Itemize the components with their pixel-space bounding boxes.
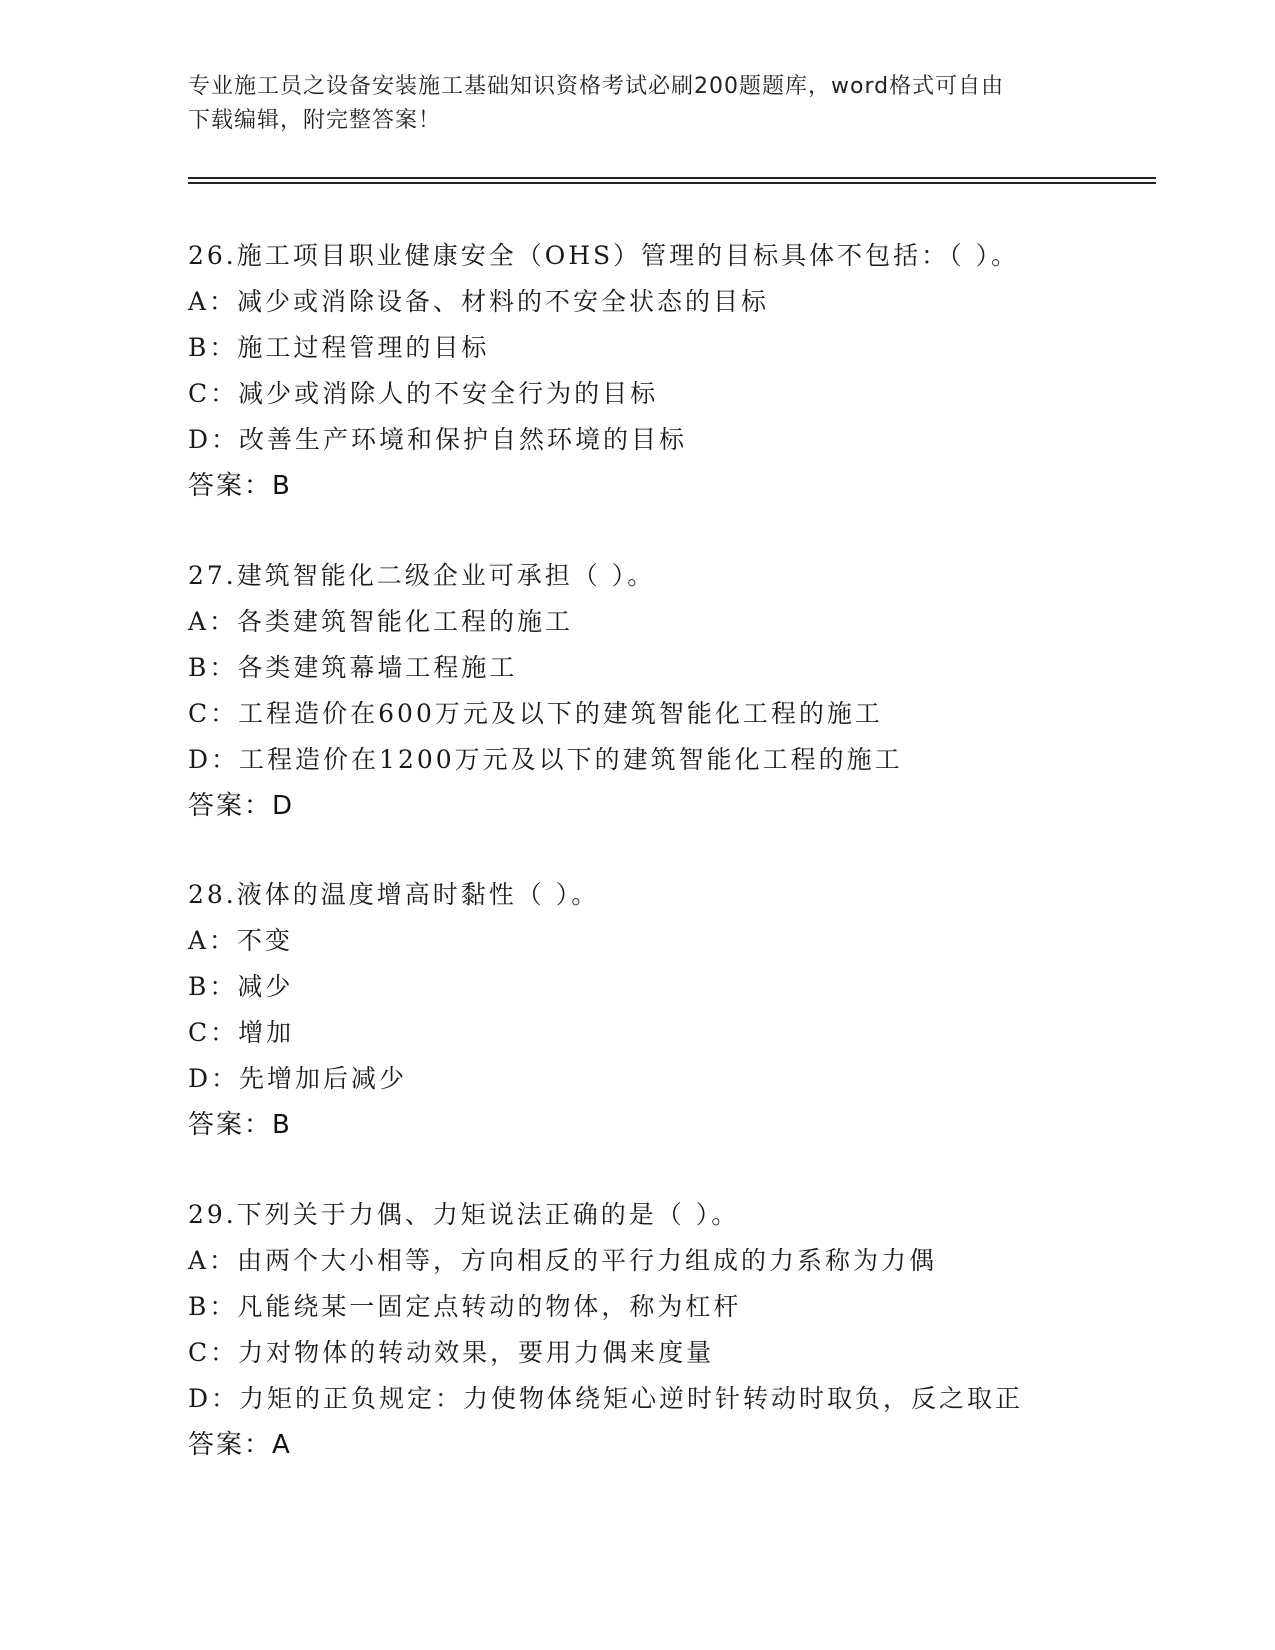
option-a: A：由两个大小相等，方向相反的平行力组成的力系称为力偶 [188, 1246, 938, 1275]
option-d: D：力矩的正负规定：力使物体绕矩心逆时针转动时取负，反之取正 [188, 1384, 1024, 1413]
answer-line: 答案：B [188, 1110, 292, 1140]
option-b: B：各类建筑幕墙工程施工 [188, 653, 518, 682]
question-stem: 29.下列关于力偶、力矩说法正确的是（ ）。 [188, 1200, 740, 1229]
question-stem: 27.建筑智能化二级企业可承担（ ）。 [188, 561, 656, 590]
option-c: C：增加 [188, 1018, 295, 1047]
question-stem: 26.施工项目职业健康安全（OHS）管理的目标具体不包括：（ ）。 [188, 241, 1020, 270]
option-b: B：施工过程管理的目标 [188, 333, 490, 362]
header-line-1: 专业施工员之设备安装施工基础知识资格考试必刷200题题库，word格式可自由 [188, 74, 1005, 99]
question-26 [188, 233, 1168, 509]
option-d: D：改善生产环境和保护自然环境的目标 [188, 425, 688, 454]
question-27 [188, 553, 1168, 829]
option-b: B：减少 [188, 972, 294, 1001]
option-a: A：不变 [188, 926, 294, 955]
option-c: C：力对物体的转动效果，要用力偶来度量 [188, 1338, 715, 1367]
option-d: D：先增加后减少 [188, 1064, 408, 1093]
header-line-2: 下载编辑，附完整答案！ [188, 108, 442, 133]
answer-line: 答案：D [188, 791, 295, 821]
option-a: A：减少或消除设备、材料的不安全状态的目标 [188, 287, 770, 316]
header-divider-top [188, 177, 1156, 179]
question-28 [188, 872, 1168, 1148]
header-divider-bottom [188, 182, 1156, 184]
answer-line: 答案：B [188, 471, 292, 501]
question-stem: 28.液体的温度增高时黏性（ ）。 [188, 880, 600, 909]
option-c: C：工程造价在600万元及以下的建筑智能化工程的施工 [188, 699, 883, 728]
option-c: C：减少或消除人的不安全行为的目标 [188, 379, 659, 408]
document-header [188, 70, 1088, 138]
option-b: B：凡能绕某一固定点转动的物体，称为杠杆 [188, 1292, 742, 1321]
option-a: A：各类建筑智能化工程的施工 [188, 607, 574, 636]
option-d: D：工程造价在1200万元及以下的建筑智能化工程的施工 [188, 745, 903, 774]
answer-line: 答案：A [188, 1430, 292, 1460]
question-29 [188, 1192, 1168, 1468]
